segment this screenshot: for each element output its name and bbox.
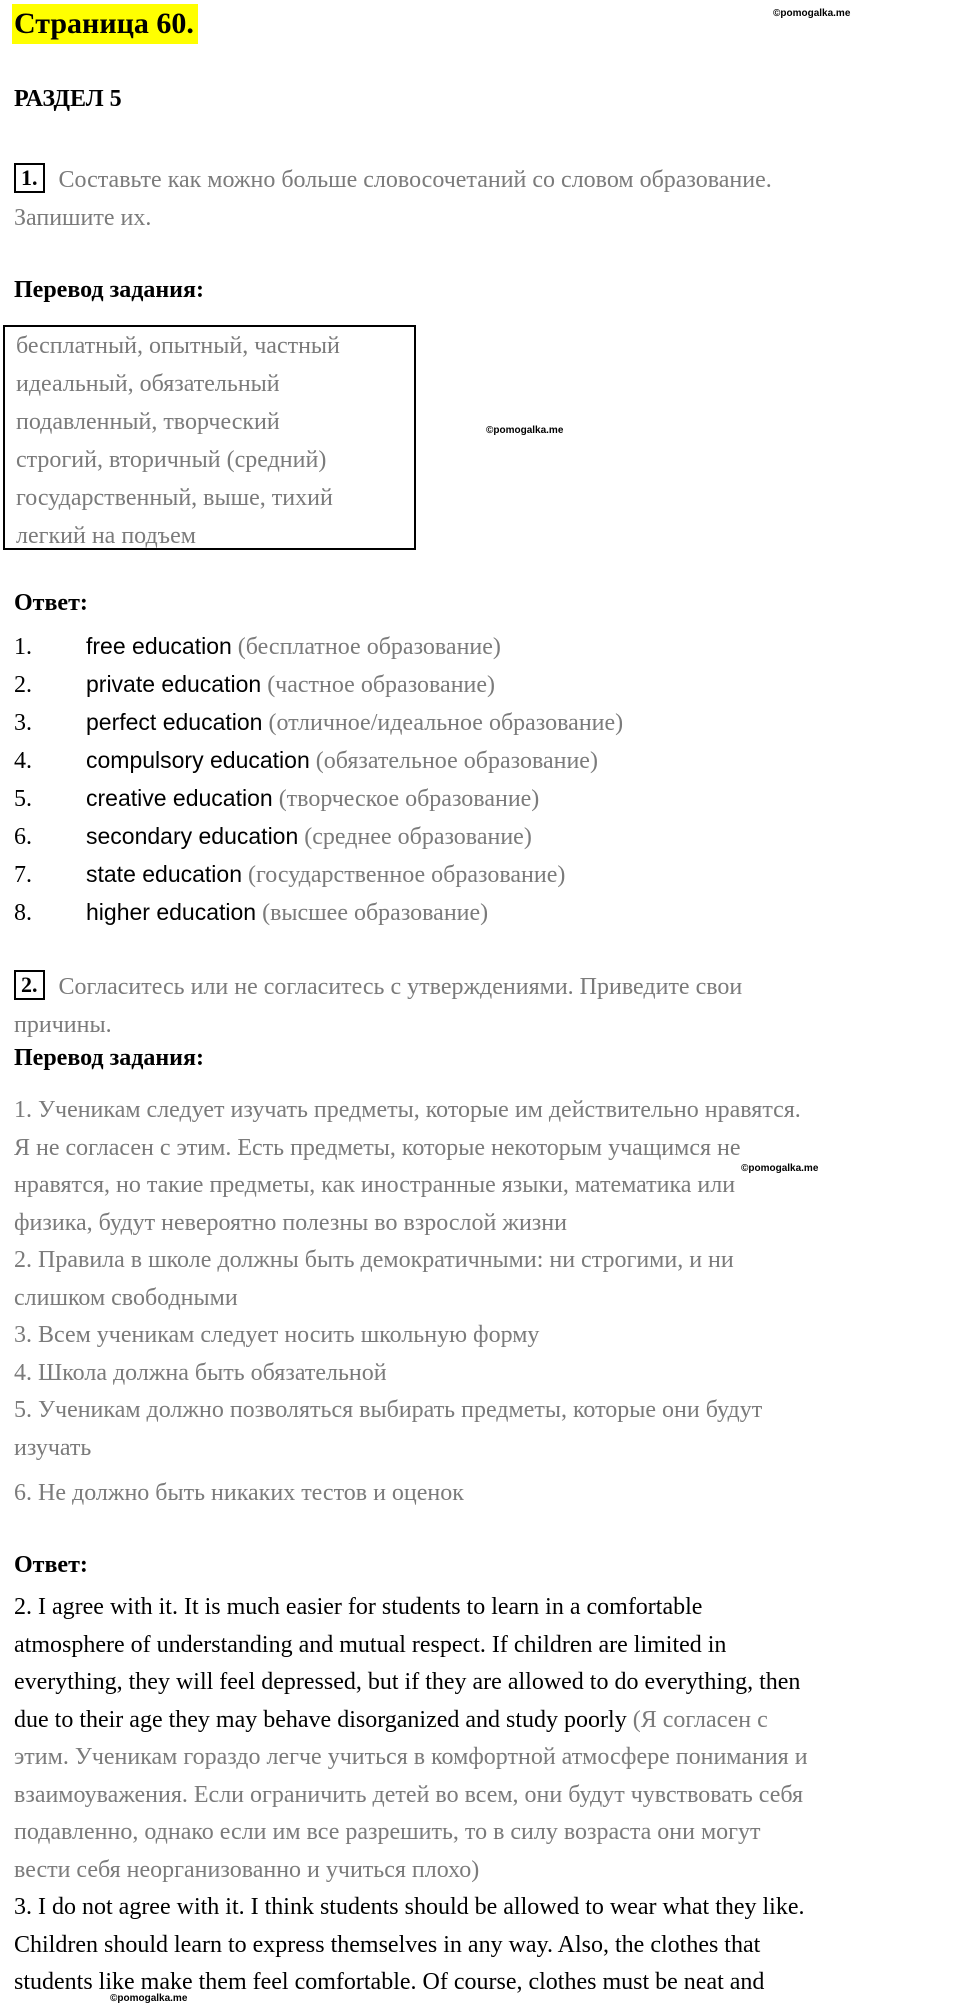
answer-english: everything, they will feel depressed, but if they are allowed to do everything, then xyxy=(14,1669,801,1695)
answer-russian: (творческое образование) xyxy=(278,786,540,812)
answer-item xyxy=(14,703,623,741)
answer-russian: (высшее образование) xyxy=(262,900,489,926)
answer-item xyxy=(14,893,623,931)
answer-english: atmosphere of understanding and mutual respect. If children are limited in xyxy=(14,1631,727,1658)
watermark-middle: ©pomogalka.me xyxy=(486,425,564,436)
answer-russian: подавленно, однако если им все разрешить, то в силу возраста они могут xyxy=(14,1819,761,1845)
task1-word-box xyxy=(3,325,416,550)
statement-line: изучать xyxy=(14,1434,92,1461)
answer-english: 2. I agree with it. It is much easier for students to learn in a comfortable xyxy=(14,1594,703,1620)
task2-number: 2. xyxy=(14,970,45,1000)
statement-line: Я не согласен с этим. Есть предметы, которые некоторым учащимся не xyxy=(14,1134,741,1161)
word-line: строгий, вторичный (средний) xyxy=(16,447,327,473)
task1-translation-label: Перевод задания: xyxy=(14,277,204,303)
statement-line: 4. Школа должна быть обязательной xyxy=(14,1359,387,1386)
statement-line: 2. Правила в школе должны быть демократичными: ни строгими, и ни xyxy=(14,1247,734,1273)
statement-line: нравятся, но такие предметы, как иностранные языки, математика или xyxy=(14,1172,736,1198)
statement-line: слишком свободными xyxy=(14,1284,238,1311)
answer-russian: вести себя неорганизованно и учиться плохо) xyxy=(14,1856,480,1883)
answer-number: 6. xyxy=(14,824,32,850)
task2-text-line2: причины. xyxy=(14,1012,112,1038)
answer-english: due to their age they may behave disorganized and study poorly xyxy=(14,1706,627,1733)
word-line: государственный, выше, тихий xyxy=(16,485,333,511)
watermark-bottom: ©pomogalka.me xyxy=(110,1993,188,2004)
answer-item xyxy=(14,665,623,703)
answer-line xyxy=(14,1964,808,2002)
answer-english: creative education xyxy=(86,785,273,811)
answer-russian: (частное образование) xyxy=(267,672,496,698)
answer-russian: взаимоуважения. Если ограничить детей во всем, они будут чувствовать себя xyxy=(14,1781,804,1808)
word-line: легкий на подъем xyxy=(16,523,196,549)
answer-line xyxy=(14,1627,808,1665)
answer-line xyxy=(14,1589,808,1627)
page-title: Страница 60. xyxy=(12,4,198,44)
watermark-right: ©pomogalka.me xyxy=(741,1163,819,1174)
task2-answer-text xyxy=(14,1589,808,2002)
task2-statements xyxy=(14,1092,801,1467)
answer-russian: (среднее образование) xyxy=(304,824,532,850)
answer-number: 2. xyxy=(14,672,32,698)
answer-line xyxy=(14,1739,808,1777)
answer-english: Children should learn to express themselves in any way. Also, the clothes that xyxy=(14,1931,761,1958)
answer-item xyxy=(14,779,623,817)
answer-english: 3. I do not agree with it. I think students should be allowed to wear what they like. xyxy=(14,1894,805,1920)
answer-english: perfect education xyxy=(86,709,263,735)
task1-answer-list xyxy=(14,627,623,931)
task2-text-line1: Согласитесь или не согласитесь с утверждениями. Приведите свои xyxy=(58,974,743,1000)
answer-english: private education xyxy=(86,671,262,697)
answer-number: 5. xyxy=(14,786,32,812)
task1-text-line1: Составьте как можно больше словосочетаний со словом образование. xyxy=(58,167,772,193)
answer-number: 7. xyxy=(14,862,32,888)
answer-line xyxy=(14,1927,808,1965)
statement-line: 5. Ученикам должно позволяться выбирать предметы, которые они будут xyxy=(14,1397,763,1423)
statement-line: 3. Всем ученикам следует носить школьную форму xyxy=(14,1322,540,1348)
watermark-top: ©pomogalka.me xyxy=(773,8,851,19)
answer-russian: (обязательное образование) xyxy=(315,748,598,774)
answer-russian: (бесплатное образование) xyxy=(237,634,501,660)
answer-line xyxy=(14,1814,808,1852)
word-line: бесплатный, опытный, частный xyxy=(16,333,340,359)
answer-number: 3. xyxy=(14,710,32,736)
answer-english: students like make them feel comfortable. Of course, clothes must be neat and xyxy=(14,1969,765,1995)
answer-english: compulsory education xyxy=(86,747,310,773)
answer-english: free education xyxy=(86,633,232,659)
answer-english: state education xyxy=(86,861,243,887)
answer-item xyxy=(14,855,623,893)
answer-line xyxy=(14,1777,808,1815)
answer-line xyxy=(14,1664,808,1702)
answer-russian: (государственное образование) xyxy=(248,862,566,888)
answer-line xyxy=(14,1852,808,1890)
task2-prompt xyxy=(14,968,742,1006)
answer-item xyxy=(14,741,623,779)
answer-line xyxy=(14,1702,808,1740)
statement-line: 6. Не должно быть никаких тестов и оценок xyxy=(14,1480,464,1506)
task2-translation-label: Перевод задания: xyxy=(14,1045,204,1071)
answer-russian: (Я согласен с xyxy=(626,1706,768,1733)
task2-answer-label: Ответ: xyxy=(14,1552,88,1578)
answer-item xyxy=(14,817,623,855)
answer-item xyxy=(14,627,623,665)
answer-russian: этим. Ученикам гораздо легче учиться в комфортной атмосфере понимания и xyxy=(14,1744,808,1770)
answer-number: 4. xyxy=(14,748,32,774)
word-line: идеальный, обязательный xyxy=(16,371,280,397)
task1-answer-label: Ответ: xyxy=(14,590,88,616)
task1-number: 1. xyxy=(14,163,45,193)
answer-line xyxy=(14,1889,808,1927)
answer-english: secondary education xyxy=(86,823,299,849)
statement-line: 1. Ученикам следует изучать предметы, которые им действительно нравятся. xyxy=(14,1097,801,1123)
answer-number: 8. xyxy=(14,900,32,926)
statement-line: физика, будут невероятно полезны во взрослой жизни xyxy=(14,1209,567,1236)
section-heading: РАЗДЕЛ 5 xyxy=(14,86,122,112)
task1-prompt xyxy=(14,161,772,199)
word-line: подавленный, творческий xyxy=(16,409,280,435)
task1-text-line2: Запишите их. xyxy=(14,205,152,231)
answer-english: higher education xyxy=(86,899,257,925)
task2-statement-last-wrap xyxy=(14,1475,464,1513)
answer-russian: (отличное/идеальное образование) xyxy=(268,710,624,736)
answer-number: 1. xyxy=(14,634,32,660)
